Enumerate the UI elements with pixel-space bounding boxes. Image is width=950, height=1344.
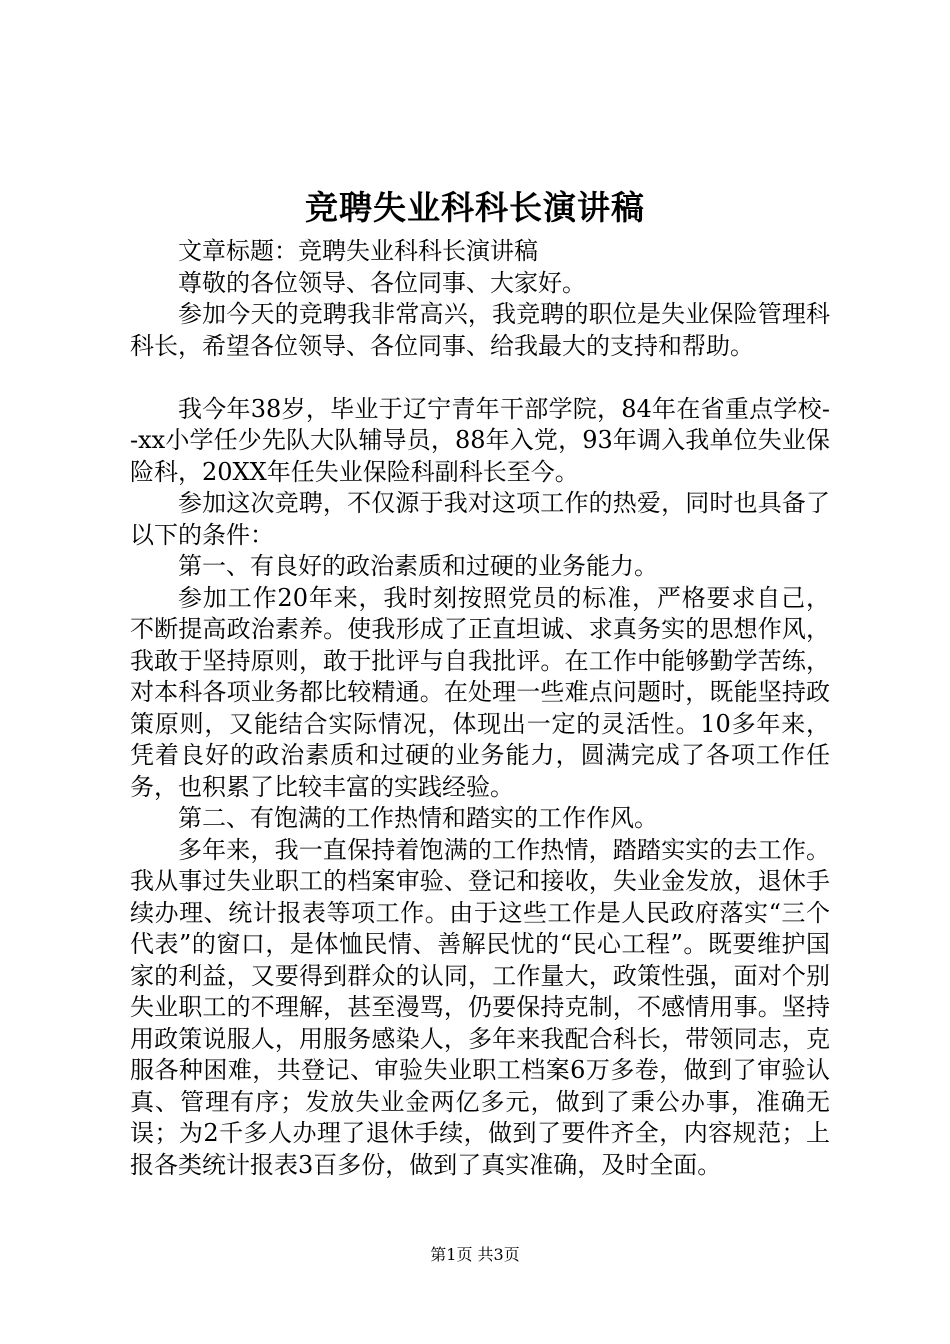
paragraph-conditions: 参加这次竞聘，不仅源于我对这项工作的热爱，同时也具备了以下的条件：	[130, 489, 830, 549]
page-number-footer: 第1页 共3页	[430, 1245, 520, 1264]
paragraph-greeting: 尊敬的各位领导、各位同事、大家好。	[178, 268, 586, 297]
paragraph-background: 我今年38岁，毕业于辽宁青年干部学院，84年在省重点学校--xx小学任少先队大队辅导员，88年入党，93年调入我单位失业保险科，20XX年任失业保险科副科长至今。	[130, 394, 830, 486]
document-body	[130, 236, 830, 1181]
paragraph-point-one-heading: 第一、有良好的政治素质和过硬的业务能力。	[178, 552, 658, 580]
document-title: 竞聘失业科科长演讲稿	[305, 188, 645, 227]
paragraph-article-title: 文章标题：竞聘失业科科长演讲稿	[178, 237, 538, 265]
paragraph-point-two-heading: 第二、有饱满的工作热情和踏实的工作作风。	[178, 804, 658, 832]
paragraph-intro: 参加今天的竞聘我非常高兴，我竞聘的职位是失业保险管理科科长，希望各位领导、各位同事、给我最大的支持和帮助。	[130, 300, 830, 360]
paragraph-spacer	[130, 362, 830, 394]
paragraph-point-one-body: 参加工作20年来，我时刻按照党员的标准，严格要求自己，不断提高政治素养。使我形成了正直坦诚、求真务实的思想作风，我敢于坚持原则，敢于批评与自我批评。在工作中能够勤学苦练，对本科各项业务都比较精通。在处理一些难点问题时，既能坚持政策原则，又能结合实际情况，体现出一定的灵活性。10多年来，凭着良好的政治素质和过硬的业务能力，圆满完成了各项工作任务，也积累了比较丰富的实践经验。	[130, 583, 830, 801]
paragraph-point-two-body: 多年来，我一直保持着饱满的工作热情，踏踏实实的去工作。我从事过失业职工的档案审验、登记和接收，失业金发放，退休手续办理、统计报表等项工作。由于这些工作是人民政府落实“三个代表”的窗口，是体恤民情、善解民忧的“民心工程”。既要维护国家的利益，又要得到群众的认同，工作量大，政策性强，面对个别失业职工的不理解，甚至漫骂，仍要保持克制，不感情用事。坚持用政策说服人，用服务感染人，多年来我配合科长，带领同志，克服各种困难，共登记、审验失业职工档案6万多卷，做到了审验认真、管理有序；发放失业金两亿多元，做到了秉公办事，准确无误；为2千多人办理了退休手续，做到了要件齐全，内容规范；上报各类统计报表3百多份，做到了真实准确，及时全面。	[130, 835, 830, 1179]
